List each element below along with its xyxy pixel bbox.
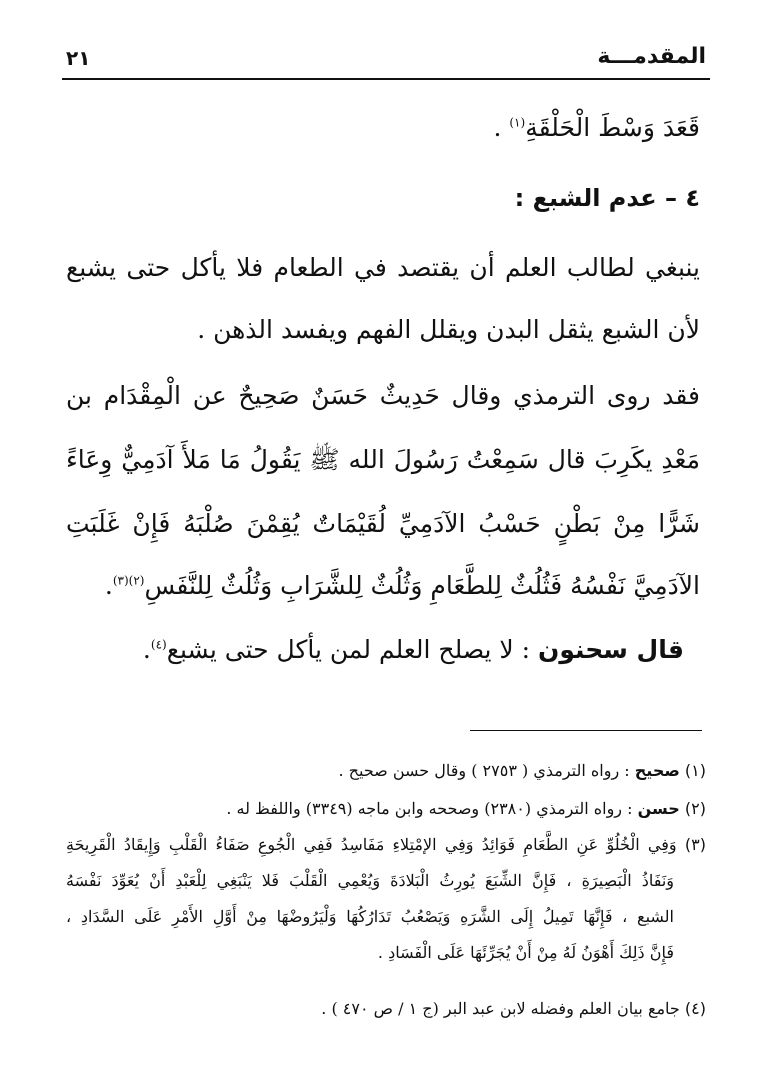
footnote-ref-4: (٤)	[150, 637, 167, 652]
footnote-ref-2-3: (٢)(٣)	[112, 573, 145, 588]
footnote-1	[66, 758, 706, 784]
footnote-number: (٣)	[684, 835, 706, 854]
page-number: ٢١	[66, 46, 91, 70]
footnote-text: وَفِي الْخُلُوِّ عَنِ الطَّعَامِ فَوَائِدُ وَفِي الإمْتِلاءِ مَفَاسِدُ فَفِي الْجُوعِ صَفَاءُ الْقَلْبِ وَإِيقَادُ الْقَرِيحَةِ	[66, 835, 677, 854]
footnote-3-line3: الشبع ، فَإِنَّهَا تَمِيلُ إِلَى الشَّرَهِ وَيَصْعُبُ تَدَارُكُهَا وَلْيَرُوضْهَا مِنْ أَوَّلِ الأَمْرِ عَلَى السَّدَادِ ،	[66, 907, 674, 926]
footnote-number: (٤)	[684, 999, 706, 1018]
footnote-text: : رواه الترمذي (٢٣٨٠) وصححه وابن ماجه (٣٣٤٩) واللفظ له .	[226, 799, 633, 818]
quote-speaker: قال سحنون	[538, 635, 684, 664]
section-heading: ٤ – عدم الشبع :	[514, 184, 700, 212]
footnote-grade: حسن	[637, 799, 680, 818]
paragraph2-line3: شَرًّا مِنْ بَطْنٍ حَسْبُ الآدَمِيِّ لُقَيْمَاتٌ يُقِمْنَ صُلْبَهُ فَإِنْ غَلَبَتِ	[66, 509, 700, 538]
footnote-text: جامع بيان العلم وفضله لابن عبد البر (ج ١ / ص ٤٧٠ ) .	[321, 999, 680, 1018]
footnote-ref-1: (١)	[509, 115, 526, 130]
body-punct: .	[493, 113, 510, 142]
quote-text: : لا يصلح العلم لمن يأكل حتى يشبع	[166, 635, 539, 664]
footnote-3-line4: فَإِنَّ ذَلِكَ أَهْوَنُ لَهُ مِنْ أَنْ يُجَرِّئَهَا عَلَى الْفَسَادِ .	[377, 943, 674, 962]
body-line-1	[66, 108, 700, 148]
paragraph2-line2: مَعْدِ يكَرِبَ قال سَمِعْتُ رَسُولَ الله ﷺ يَقُولُ مَا مَلأَ آدَمِيٌّ وِعَاءً	[66, 445, 700, 474]
footnote-number: (٢)	[684, 799, 706, 818]
footnote-text: : رواه الترمذي ( ٢٧٥٣ ) وقال حسن صحيح .	[338, 761, 630, 780]
body-text: الآدَمِيَّ نَفْسُهُ فَثُلُثٌ لِلطَّعَامِ وَثُلُثٌ لِلشَّرَابِ وَثُلُثٌ لِلنَّفَسِ	[144, 571, 700, 600]
footnote-3-line2: وَنَفَاذُ الْبَصِيرَةِ ، فَإِنَّ الشِّبَعَ يُورِثُ الْبَلادَةَ وَيُعْمِي الْقَلْبَ فَلا يَنْبَغِي لِلْعَبْدِ أَنْ يُعَوِّدَ نَفْسَهُ	[66, 871, 674, 890]
paragraph1-line1: ينبغي لطالب العلم أن يقتصد في الطعام فلا يأكل حتى يشبع	[66, 253, 700, 282]
footnote-grade: صحيح	[634, 761, 680, 780]
page-header	[62, 40, 710, 80]
footnote-2	[66, 796, 706, 822]
footnote-number: (١)	[684, 761, 706, 780]
footnote-3-line1	[66, 832, 706, 858]
paragraph2-line1: فقد روى الترمذي وقال حَدِيثٌ حَسَنٌ صَحِيحٌ عن الْمِقْدَام بن	[66, 381, 700, 410]
body-punct: .	[142, 635, 151, 664]
body-text: قَعَدَ وَسْطَ الْحَلْقَةِ	[525, 113, 700, 142]
footnote-4	[66, 996, 706, 1022]
body-punct: .	[104, 571, 113, 600]
paragraph1-line2: لأن الشبع يثقل البدن ويقلل الفهم ويفسد الذهن .	[197, 315, 700, 344]
paragraph2-line4	[66, 566, 700, 606]
footnote-separator	[470, 730, 702, 731]
chapter-title: المقدمـــة	[597, 44, 706, 69]
quote-line	[66, 630, 684, 670]
